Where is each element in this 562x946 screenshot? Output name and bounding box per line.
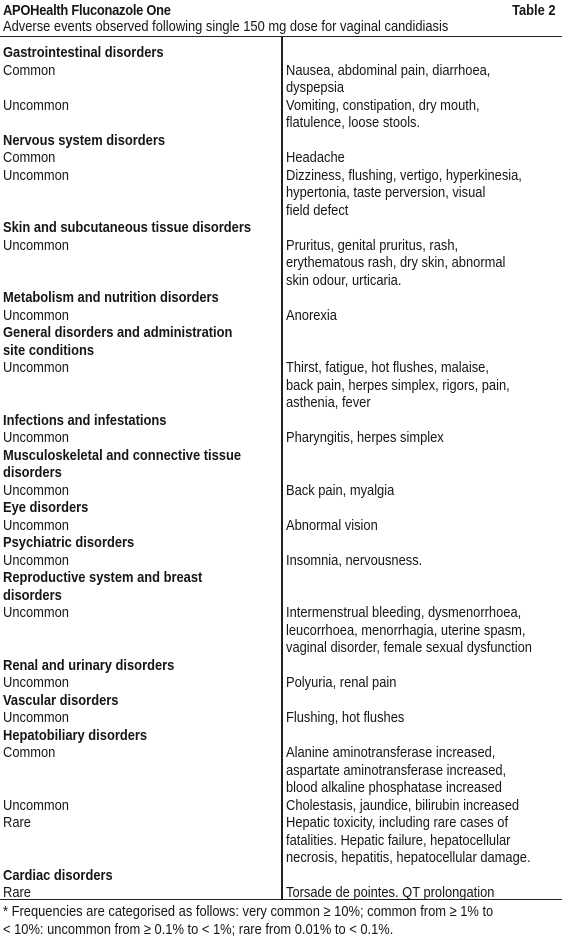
frequency-label: Common (3, 744, 56, 761)
adverse-event-text: blood alkaline phosphatase increased (286, 779, 502, 796)
organ-system-heading: Psychiatric disorders (3, 534, 135, 551)
adverse-event-text: Anorexia (286, 306, 337, 324)
table-subtitle: Adverse events observed following single 150 mg dose for vaginal candidiasis (3, 18, 449, 35)
table-header (0, 0, 562, 37)
table-number: Table 2 (512, 2, 556, 19)
frequency-label: Uncommon (3, 236, 69, 254)
frequency-label: Common (3, 61, 56, 79)
frequency-label: Uncommon (3, 359, 69, 376)
organ-system-heading: Eye disorders (3, 499, 89, 516)
organ-system-heading: Reproductive system and breast (3, 569, 203, 586)
adverse-event-text: Pruritus, genital pruritus, rash, (286, 236, 459, 254)
organ-system-heading: Vascular disorders (3, 691, 119, 709)
adverse-event-text: Pharyngitis, herpes simplex (286, 429, 444, 446)
organ-system-heading: Gastrointestinal disorders (3, 44, 164, 61)
table-body (0, 36, 562, 900)
adverse-event-text: Back pain, myalgia (286, 481, 395, 499)
adverse-event-text: Flushing, hot flushes (286, 709, 405, 726)
adverse-event-text: hypertonia, taste perversion, visual (286, 184, 486, 201)
adverse-event-text: vaginal disorder, female sexual dysfunction (286, 639, 532, 656)
adverse-event-text: Torsade de pointes. QT prolongation (286, 884, 495, 901)
organ-system-heading: Nervous system disorders (3, 131, 166, 149)
frequency-label: Uncommon (3, 516, 69, 534)
frequency-label: Uncommon (3, 796, 69, 814)
adverse-event-text: Dizziness, flushing, vertigo, hyperkinesia, (286, 166, 522, 184)
frequency-label: Common (3, 149, 56, 166)
table-title: APOHealth Fluconazole One (3, 2, 171, 19)
organ-system-heading: Infections and infestations (3, 411, 167, 429)
adverse-event-text: Nausea, abdominal pain, diarrhoea, (286, 61, 491, 79)
organ-system-heading: Cardiac disorders (3, 866, 113, 884)
organ-system-heading: site conditions (3, 341, 95, 359)
adverse-event-text: Alanine aminotransferase increased, (286, 744, 496, 761)
frequency-label: Uncommon (3, 674, 69, 691)
organ-system-heading: Metabolism and nutrition disorders (3, 289, 219, 306)
organ-system-heading: disorders (3, 586, 62, 604)
frequency-label: Uncommon (3, 551, 69, 569)
frequency-label: Rare (3, 814, 31, 831)
footnote (3, 903, 553, 938)
frequency-label: Rare (3, 884, 31, 901)
adverse-event-text: Hepatic toxicity, including rare cases of (286, 814, 509, 831)
adverse-event-text: dyspepsia (286, 79, 345, 96)
footnote-line: < 10%: uncommon from ≥ 0.1% to < 1%; rare from 0.01% to < 0.1%. (3, 920, 394, 938)
frequency-label: Uncommon (3, 166, 69, 184)
adverse-event-text: field defect (286, 201, 349, 219)
adverse-event-text: fatalities. Hepatic failure, hepatocellular (286, 831, 511, 849)
frequency-label: Uncommon (3, 604, 69, 621)
adverse-event-text: Intermenstrual bleeding, dysmenorrhoea, (286, 604, 522, 621)
adverse-event-text: Insomnia, nervousness. (286, 551, 423, 569)
adverse-event-text: leucorrhoea, menorrhagia, uterine spasm, (286, 621, 526, 639)
organ-system-heading: General disorders and administration (3, 324, 233, 341)
frequency-label: Uncommon (3, 481, 69, 499)
organ-system-heading: Musculoskeletal and connective tissue (3, 446, 242, 464)
adverse-event-text: erythematous rash, dry skin, abnormal (286, 254, 506, 271)
adverse-event-text: Thirst, fatigue, hot flushes, malaise, (286, 359, 489, 376)
adverse-event-text: flatulence, loose stools. (286, 114, 421, 131)
frequency-label: Uncommon (3, 96, 69, 114)
frequency-label: Uncommon (3, 709, 69, 726)
adverse-event-text: Abnormal vision (286, 516, 378, 534)
organ-system-heading: Hepatobiliary disorders (3, 726, 148, 744)
adverse-event-text: asthenia, fever (286, 394, 371, 411)
adverse-event-text: back pain, herpes simplex, rigors, pain, (286, 376, 510, 394)
organ-system-heading: Skin and subcutaneous tissue disorders (3, 219, 252, 236)
frequency-label: Uncommon (3, 429, 69, 446)
organ-system-heading: disorders (3, 464, 62, 481)
adverse-event-text: skin odour, urticaria. (286, 271, 402, 289)
adverse-event-text: Vomiting, constipation, dry mouth, (286, 96, 480, 114)
column-divider (281, 36, 283, 899)
adverse-event-text: Polyuria, renal pain (286, 674, 397, 691)
organ-system-heading: Renal and urinary disorders (3, 656, 175, 674)
frequency-label: Uncommon (3, 306, 69, 324)
adverse-event-text: necrosis, hepatitis, hepatocellular damage. (286, 849, 531, 866)
adverse-event-text: aspartate aminotransferase increased, (286, 761, 507, 779)
adverse-event-text: Cholestasis, jaundice, bilirubin increased (286, 796, 520, 814)
adverse-event-text: Headache (286, 149, 345, 166)
footnote-line: * Frequencies are categorised as follows: very common ≥ 10%; common from ≥ 1% to (3, 903, 494, 920)
